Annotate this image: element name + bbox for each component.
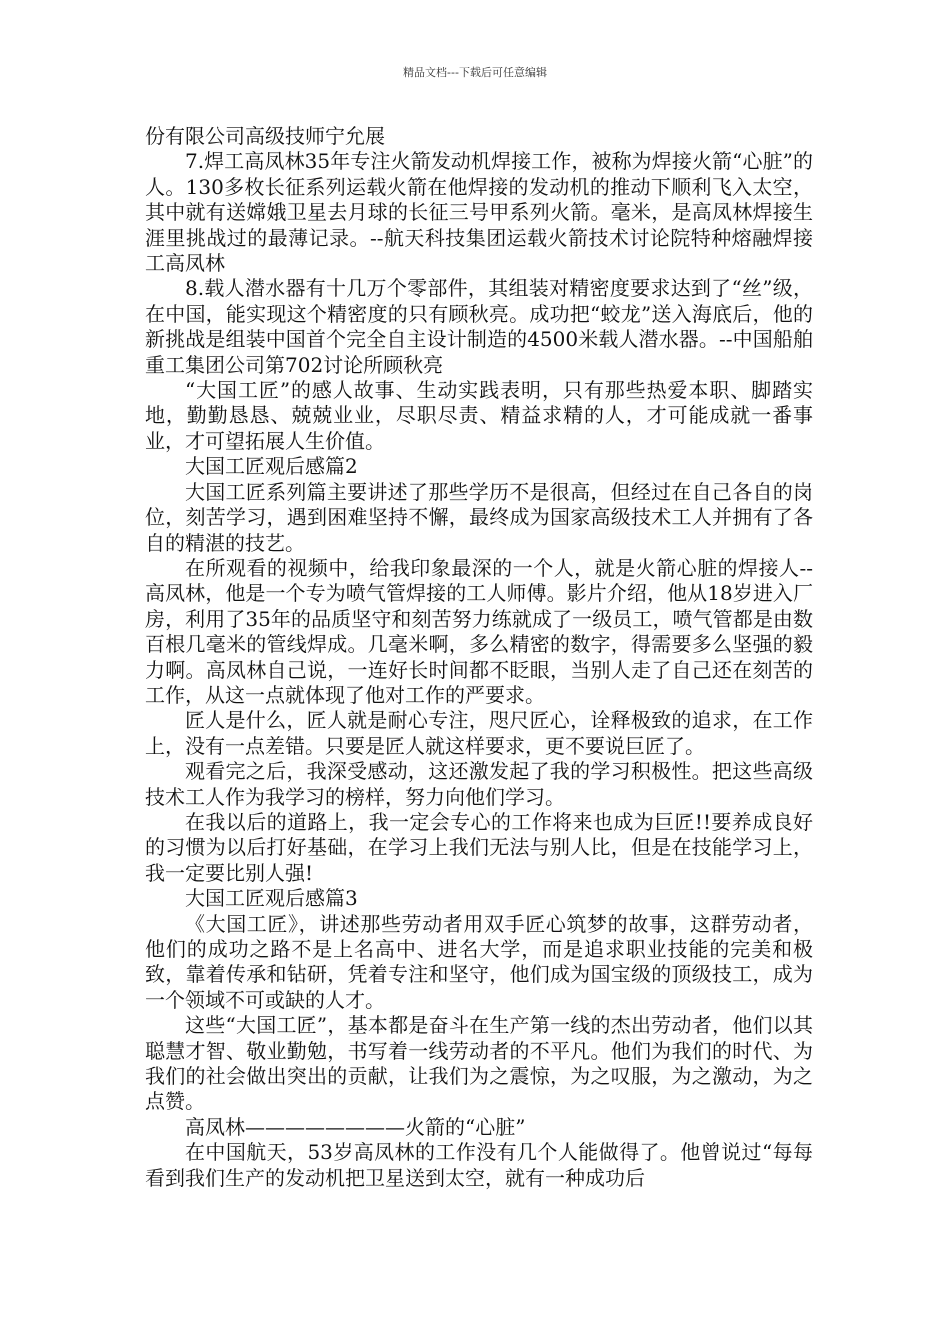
paragraph: 这些“大国工匠”，基本都是奋斗在生产第一线的杰出劳动者，他们以其聪慧才智、敬业勤勉，书写着一线劳动者的不平凡。他们为我们的时代、为我们的社会做出突出的贡献，让我们为之震惊，为之叹服，为之激动，为之点赞。 xyxy=(145,1013,813,1114)
paragraph: 大国工匠观后感篇3 xyxy=(185,886,358,911)
paragraph: 大国工匠观后感篇2 xyxy=(185,454,358,479)
paragraph: 在所观看的视频中，给我印象最深的一个人，就是火箭心脏的焊接人--高凤林，他是一个专为喷气管焊接的工人师傅。影片介绍，他从18岁进入厂房，利用了35年的品质坚守和刻苦努力练就成了一级员工，喷气管都是由数百根几毫米的管线焊成。几毫米啊，多么精密的数字，得需要多么坚强的毅力啊。高凤林自己说，一连好长时间都不眨眼，当别人走了自己还在刻苦的工作，从这一点就体现了他对工作的严要求。 xyxy=(145,555,813,707)
paragraph: 7.焊工高凤林35年专注火箭发动机焊接工作，被称为焊接火箭“心脏”的人。130多枚长征系列运载火箭在他焊接的发动机的推动下顺利飞入太空，其中就有送嫦娥卫星去月球的长征三号甲系列火箭。毫米，是高凤林焊接生涯里挑战过的最薄记录。--航天科技集团运载火箭技术讨论院特种熔融焊接工高凤林 xyxy=(145,149,813,276)
page-header: 精品文档---下载后可任意编辑 xyxy=(403,66,547,79)
paragraph: 在我以后的道路上，我一定会专心的工作将来也成为巨匠!!要养成良好的习惯为以后打好基础，在学习上我们无法与别人比，但是在技能学习上，我一定要比别人强! xyxy=(145,809,813,885)
document-body xyxy=(145,124,813,1191)
paragraph: 《大国工匠》，讲述那些劳动者用双手匠心筑梦的故事，这群劳动者，他们的成功之路不是上名高中、进名大学，而是追求职业技能的完美和极致，靠着传承和钻研，凭着专注和坚守，他们成为国宝级的顶级技工，成为一个领域不可或缺的人才。 xyxy=(145,911,813,1012)
paragraph: “大国工匠”的感人故事、生动实践表明，只有那些热爱本职、脚踏实地，勤勤恳恳、兢兢业业，尽职尽责、精益求精的人，才可能成就一番事业，才可望拓展人生价值。 xyxy=(145,378,813,453)
paragraph: 大国工匠系列篇主要讲述了那些学历不是很高，但经过在自己各自的岗位，刻苦学习，遇到困难坚持不懈，最终成为国家高级技术工人并拥有了各自的精湛的技艺。 xyxy=(145,479,813,555)
paragraph: 高凤林————————火箭的“心脏” xyxy=(185,1114,526,1139)
paragraph: 匠人是什么，匠人就是耐心专注，咫尺匠心，诠释极致的追求，在工作上，没有一点差错。只要是匠人就这样要求，更不要说巨匠了。 xyxy=(145,708,813,758)
paragraph: 8.载人潜水器有十几万个零部件，其组装对精密度要求达到了“丝”级，在中国，能实现这个精密度的只有顾秋亮。成功把“蛟龙”送入海底后，他的新挑战是组装中国首个完全自主设计制造的4500米载人潜水器。--中国船舶重工集团公司第702讨论所顾秋亮 xyxy=(145,276,813,377)
paragraph: 在中国航天，53岁高凤林的工作没有几个人能做得了。他曾说过“每每看到我们生产的发动机把卫星送到太空，就有一种成功后 xyxy=(145,1140,813,1190)
paragraph: 观看完之后，我深受感动，这还激发起了我的学习积极性。把这些高级技术工人作为我学习的榜样，努力向他们学习。 xyxy=(145,759,813,809)
paragraph: 份有限公司高级技师宁允展 xyxy=(145,124,385,148)
